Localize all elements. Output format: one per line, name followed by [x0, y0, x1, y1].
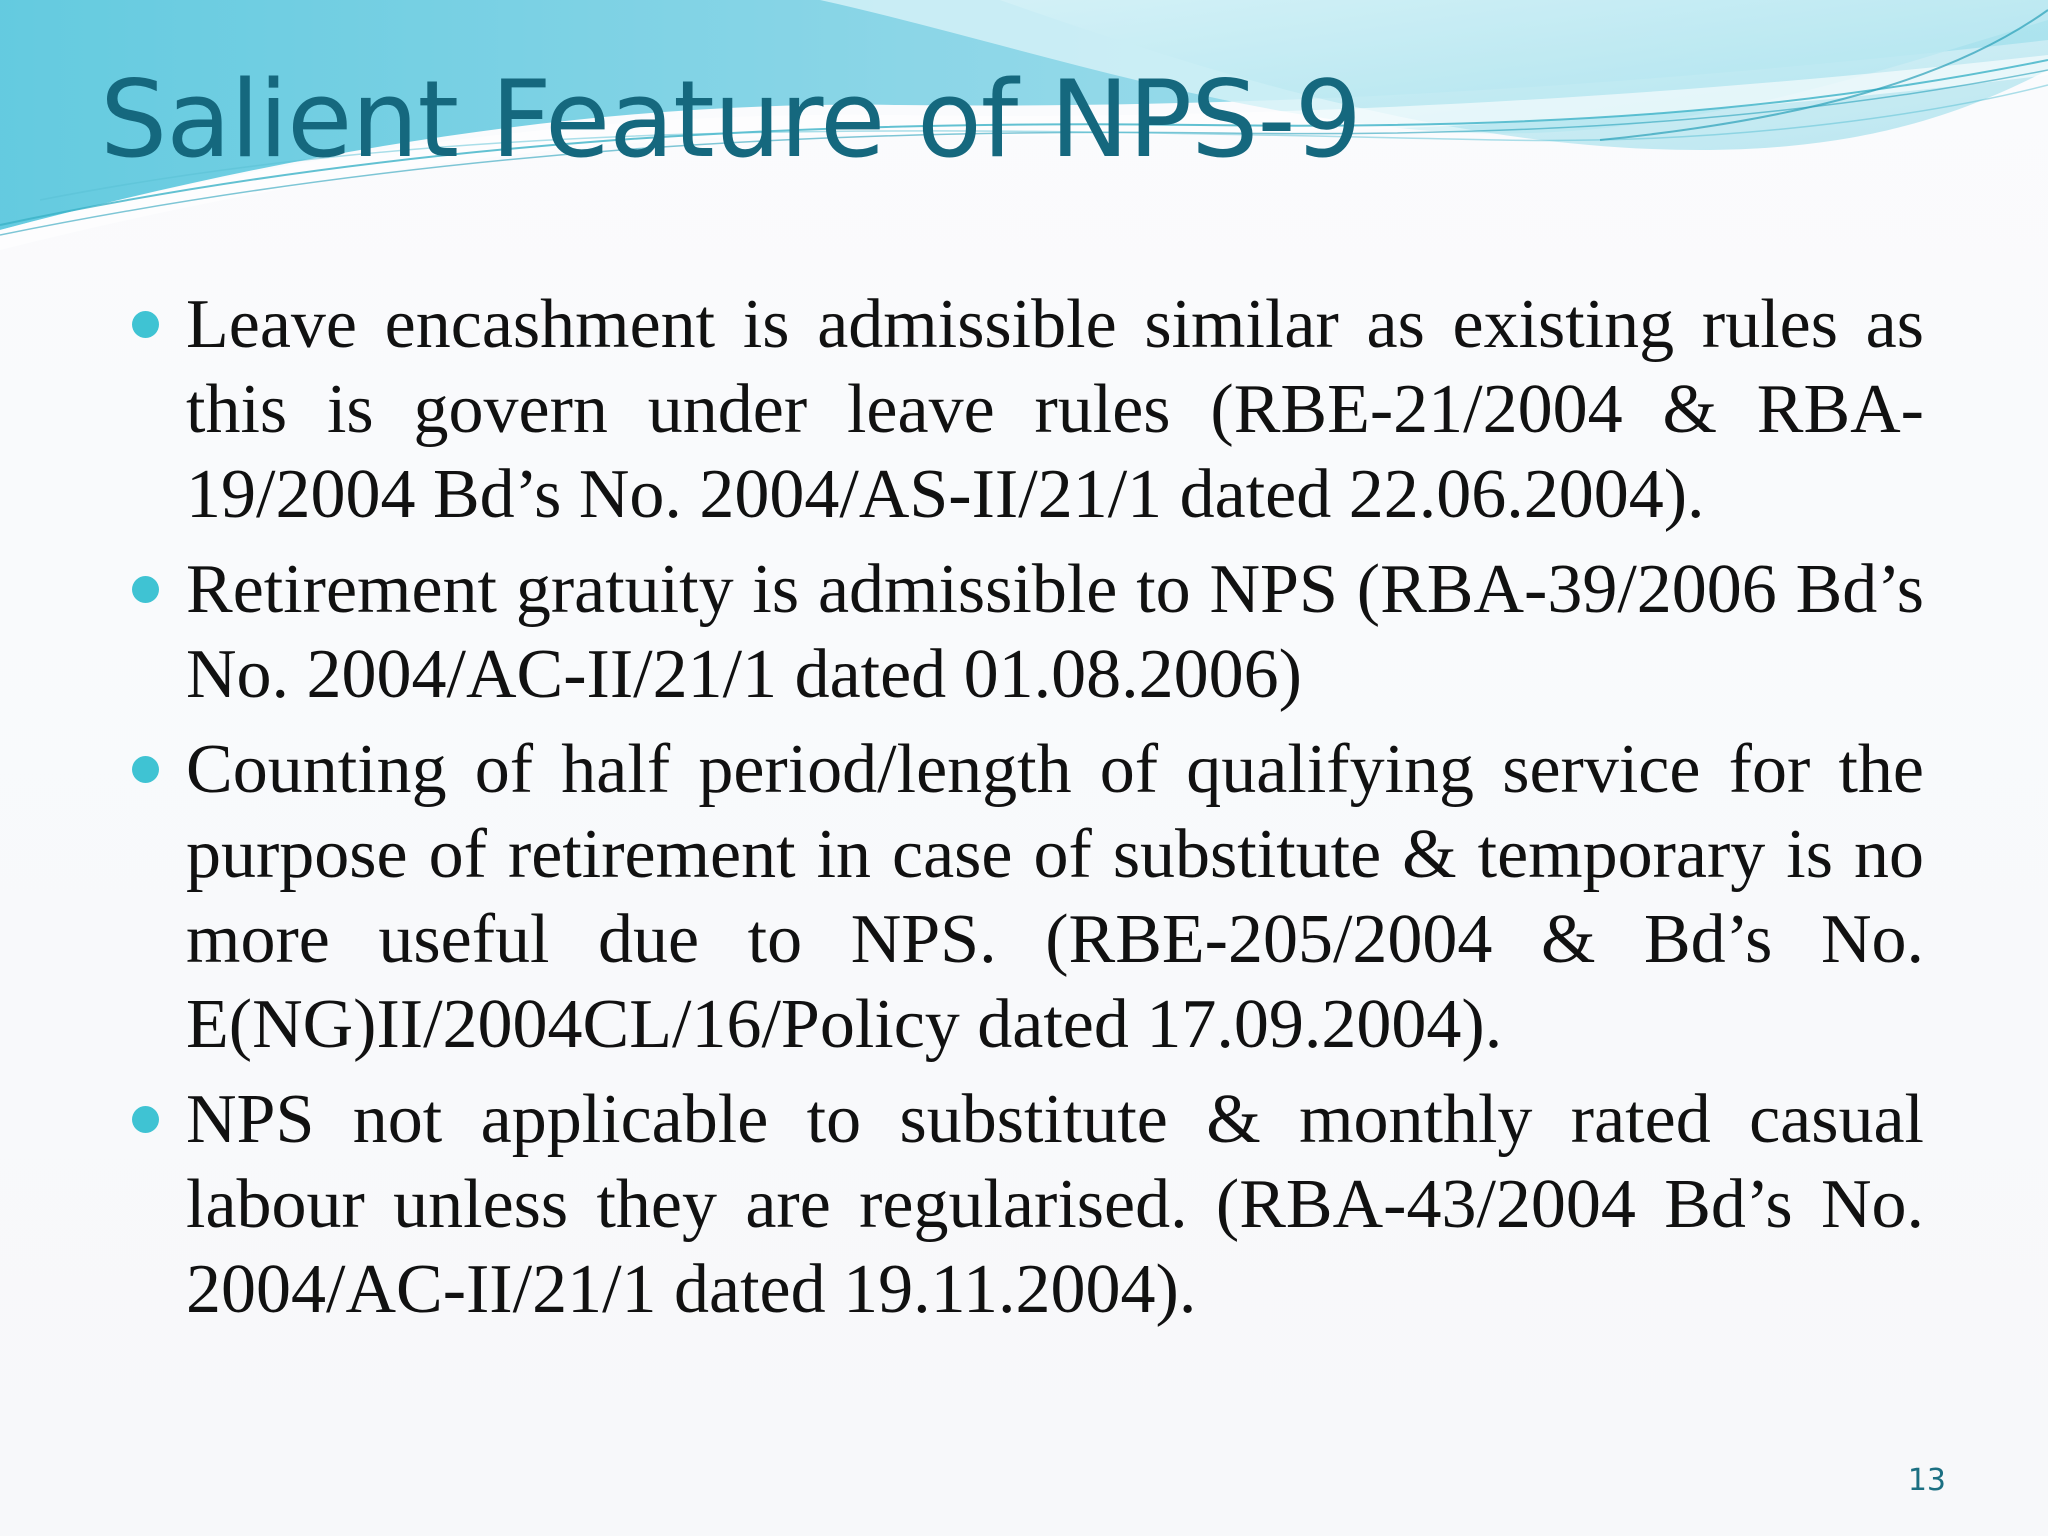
bullet-text: NPS not applicable to substitute & monthly rated casual labour unless they are regularised. (RBA-43/2004 Bd’s No. 2004/AC-II/21/1 dated 19.11.2004). [186, 1081, 1924, 1328]
bullet-text: Retirement gratuity is admissible to NPS (RBA-39/2006 Bd’s No. 2004/AC-II/21/1 dated 01.08.2006) [186, 551, 1924, 713]
bullet-dot-icon [132, 756, 159, 783]
slide-title: Salient Feature of NPS-9 [100, 58, 1362, 181]
bullet-item-nps-not-applicable [124, 1077, 1924, 1332]
bullet-dot-icon [132, 1106, 159, 1133]
bullet-text: Leave encashment is admissible similar as existing rules as this is govern under leave rules (RBE-21/2004 & RBA-19/2004 Bd’s No. 2004/AS-II/21/1 dated 22.06.2004). [186, 286, 1924, 533]
bullet-item-retirement-gratuity [124, 547, 1924, 717]
bullet-text: Counting of half period/length of qualifying service for the purpose of retirement in case of substitute & temporary is no more useful due to NPS. (RBE-205/2004 & Bd’s No. E(NG)II/2004CL/16/Policy dated 17.09.2004). [186, 731, 1924, 1063]
bullet-list [124, 282, 1924, 1342]
page-number: 13 [1907, 1463, 1946, 1498]
bullet-dot-icon [132, 311, 159, 338]
bullet-item-qualifying-service [124, 727, 1924, 1067]
bullet-item-leave-encashment [124, 282, 1924, 537]
bullet-dot-icon [132, 576, 159, 603]
